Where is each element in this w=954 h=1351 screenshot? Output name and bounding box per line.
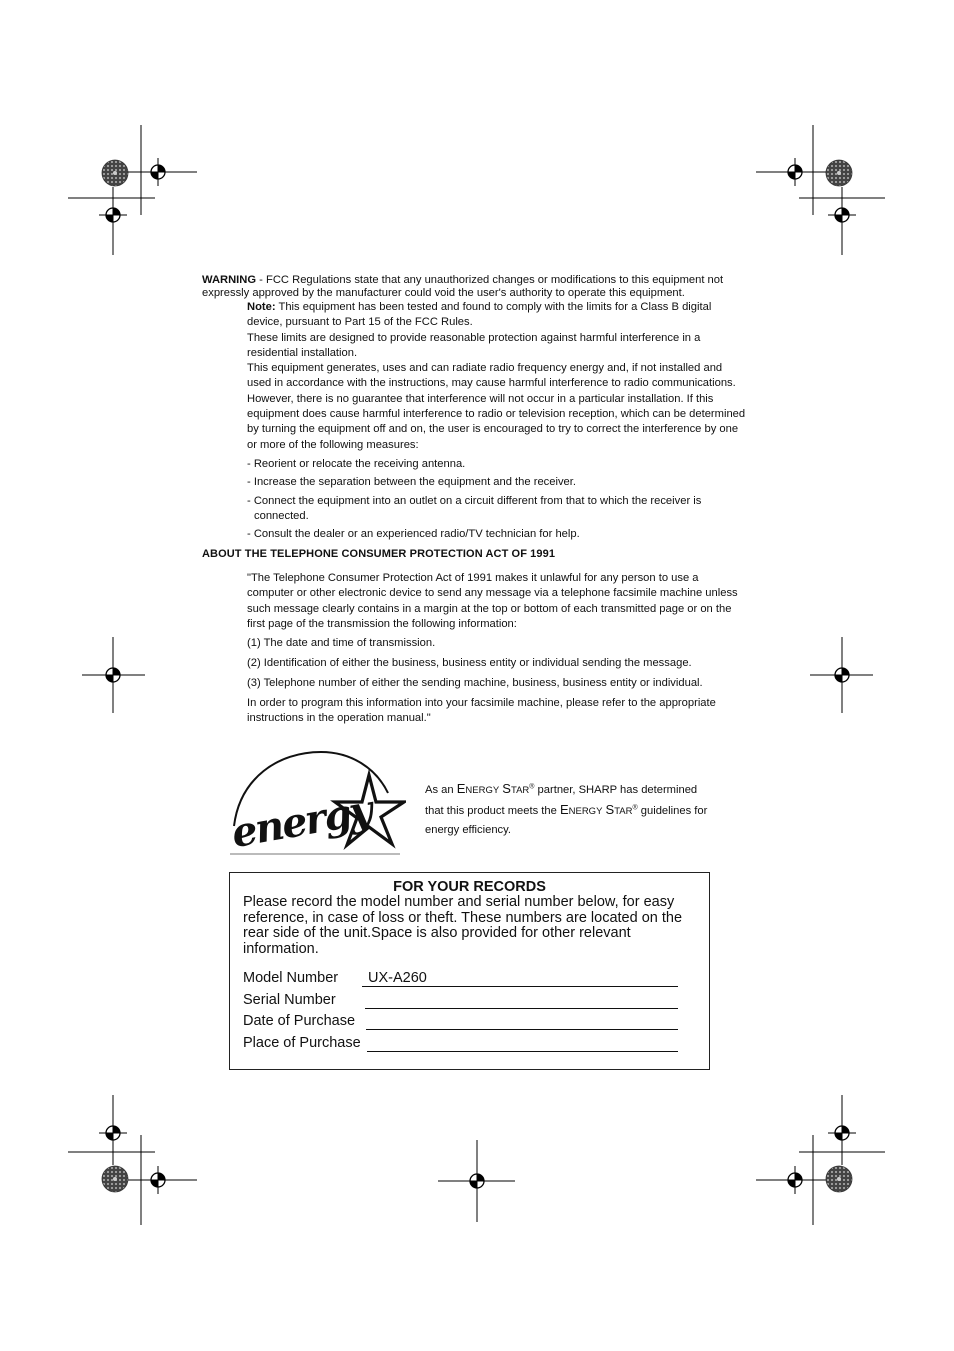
crosshair-icon: [463, 1167, 491, 1195]
note-paragraph-2: These limits are designed to provide reasonable protection against harmful interference in a residential installation.: [247, 331, 701, 359]
field-label: Model Number: [243, 970, 339, 986]
tcpa-intro: "The Telephone Consumer Protection Act of 1991 makes it unlawful for any person to use a computer or other electronic device to send any message via a telephone facsimile machine unless such message clearly contains in a margin at the top or bottom of each transmitted page or on the first page of the transmission the following information:: [247, 572, 738, 630]
crosshair-icon: [828, 201, 856, 229]
list-item: (1) The date and time of transmission.: [247, 637, 436, 650]
list-item: (2) Identification of either the business, business entity or individual sending the message.: [247, 656, 692, 669]
note-label: Note:: [247, 301, 276, 313]
color-target-icon: [102, 1166, 128, 1192]
crosshair-icon: [99, 1119, 127, 1147]
section-heading: ABOUT THE TELEPHONE CONSUMER PROTECTION ACT OF 1991: [202, 548, 556, 560]
crosshair-icon: [144, 1166, 172, 1194]
crosshair-icon: [828, 661, 856, 689]
list-item: (3) Telephone number of either the sending machine, business, business entity or individual.: [247, 676, 703, 689]
crosshair-icon: [144, 158, 172, 186]
crosshair-icon: [99, 661, 127, 689]
energy-star-logo: [226, 748, 406, 860]
color-target-icon: [102, 160, 128, 186]
model-number-value[interactable]: UX-A260: [368, 970, 427, 986]
crosshair-icon: [828, 1119, 856, 1147]
list-item: - Reorient or relocate the receiving antenna.: [247, 458, 466, 470]
tcpa-closing: In order to program this information into your facsimile machine, please refer to the appropriate instructions in the operation manual.": [247, 696, 716, 724]
records-title: FOR YOUR RECORDS: [393, 879, 546, 895]
warning-paragraph: [202, 274, 747, 300]
energy-logo-wordmark: energy: [228, 786, 375, 858]
color-target-icon: [826, 1166, 852, 1192]
field-label: Serial Number: [243, 992, 336, 1008]
note-paragraph-3: This equipment generates, uses and can radiate radio frequency energy and, if not installed and used in accordance with the instructions, may cause harmful interference to radio communications. However, there is no guarantee that interference will not occur in a particular installation. If this equipment does cause harmful interference to radio or television reception, which can be determined by turning the equipment off and on, the user is encouraged to try to correct the interference by one or more of the following measures:: [247, 362, 746, 451]
crosshair-icon: [99, 201, 127, 229]
list-item: - Connect the equipment into an outlet on a circuit different from that to which the receiver is connected.: [247, 495, 702, 523]
crosshair-icon: [781, 1166, 809, 1194]
tcpa-body: [247, 571, 747, 726]
field-label: Place of Purchase: [243, 1035, 361, 1051]
note-paragraph: Note: This equipment has been tested and found to comply with the limits for a Class B digital device, pursuant to Part 15 of the FCC Rules.: [247, 301, 712, 329]
list-item: - Increase the separation between the equipment and the receiver.: [247, 475, 576, 488]
measures-list: [247, 457, 747, 542]
list-item: - Consult the dealer or an experienced radio/TV technician for help.: [247, 527, 580, 540]
crosshair-icon: [781, 158, 809, 186]
warning-label: WARNING: [202, 274, 257, 286]
field-label: Date of Purchase: [243, 1013, 356, 1029]
records-instructions: Please record the model number and serial number below, for easy reference, in case of loss or theft. These numbers are located on the rear side of the unit.Space is also provided for other relevant information.: [243, 894, 683, 957]
records-box: [229, 872, 710, 1070]
energy-star-statement: As an ENERGY STAR® partner, SHARP has determined that this product meets the ENERGY STAR® guidelines for energy efficiency.: [425, 781, 708, 836]
color-target-icon: [826, 160, 852, 186]
warning-text: - FCC Regulations state that any unauthorized changes or modifications to this equipment not expressly approved by the manufacturer could void the user's authority to operate this equipment.: [202, 274, 724, 299]
fcc-note: [247, 300, 747, 453]
